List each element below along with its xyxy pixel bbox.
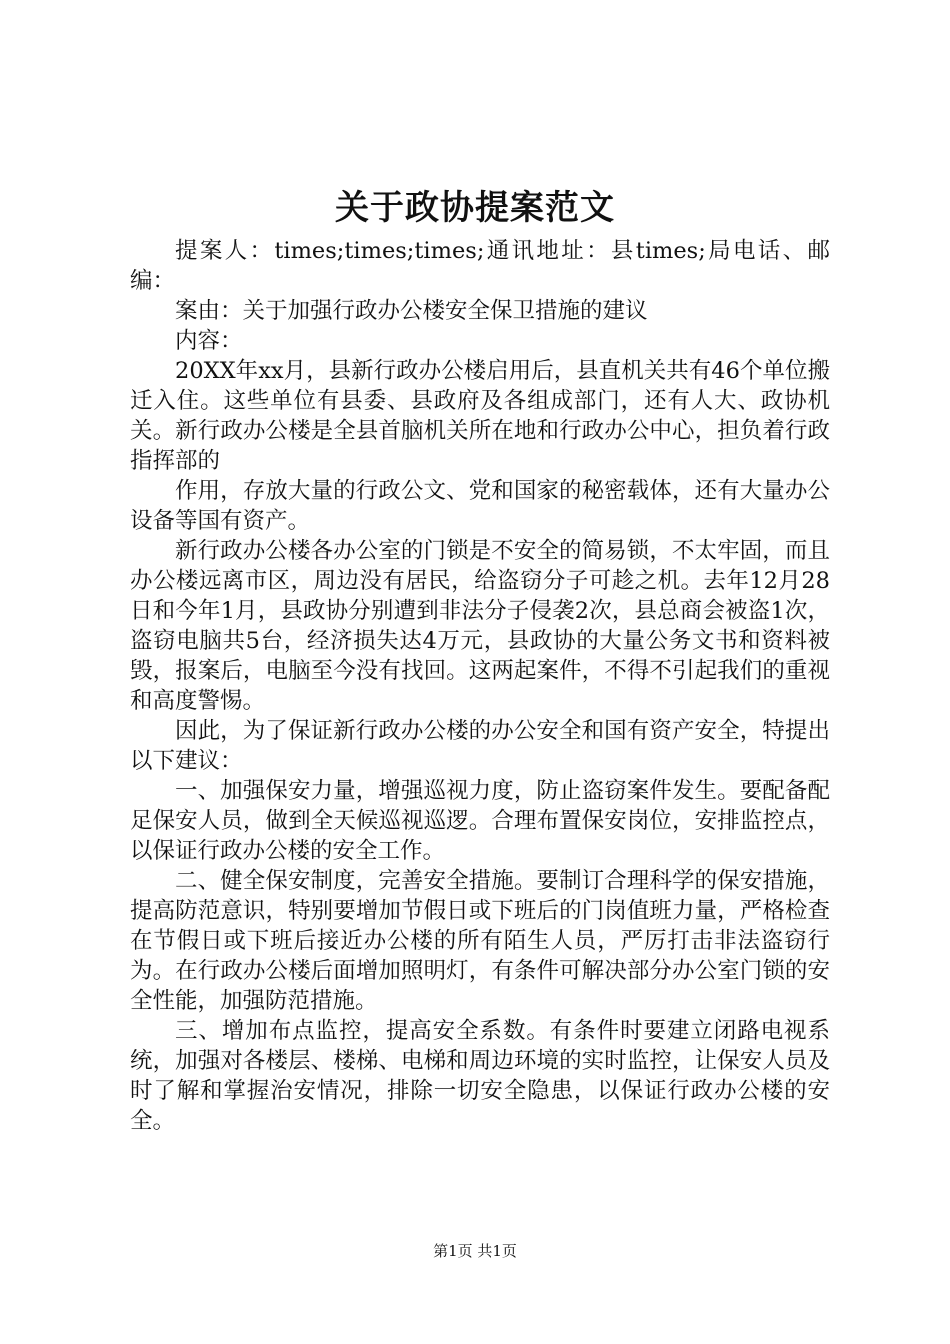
document-title: 关于政协提案范文 — [335, 188, 615, 228]
paragraph-recommendation-2: 二、健全保安制度，完善安全措施。要制订合理科学的保安措施，提高防范意识，特别要增加节假日或下班后的门岗值班力量，严格检查在节假日或下班后接近办公楼的所有陌生人员，严厉打击非法盗窃行为。在行政办公楼后面增加照明灯，有条件可解决部分办公室门锁的安全性能，加强防范措施。 — [130, 868, 830, 1014]
paragraph-proposer: 提案人：times;times;times;通讯地址：县times;局电话、邮编： — [130, 238, 830, 294]
paragraph-recommendation-3: 三、增加布点监控，提高安全系数。有条件时要建立闭路电视系统，加强对各楼层、楼梯、电梯和周边环境的实时监控，让保安人员及时了解和掌握治安情况，排除一切安全隐患，以保证行政办公楼的安全。 — [130, 1018, 830, 1134]
paragraph-content-label: 内容： — [175, 328, 243, 354]
paragraph-background: 20XX年xx月，县新行政办公楼启用后，县直机关共有46个单位搬迁入住。这些单位有县委、县政府及各组成部门，还有人大、政协机关。新行政办公楼是全县首脑机关所在地和行政办公中心，担负着行政指挥部的 — [130, 358, 830, 474]
page-number-footer: 第1页 共1页 — [433, 1242, 517, 1260]
paragraph-background-continued: 作用，存放大量的行政公文、党和国家的秘密载体，还有大量办公设备等国有资产。 — [130, 478, 830, 534]
document-body — [130, 236, 830, 1136]
paragraph-recommendation-1: 一、加强保安力量，增强巡视力度，防止盗窃案件发生。要配备配足保安人员，做到全天候巡视巡逻。合理布置保安岗位，安排监控点，以保证行政办公楼的安全工作。 — [130, 778, 830, 864]
paragraph-recommendations-intro: 因此，为了保证新行政办公楼的办公安全和国有资产安全，特提出以下建议： — [130, 718, 830, 774]
paragraph-subject: 案由：关于加强行政办公楼安全保卫措施的建议 — [175, 298, 648, 324]
paragraph-problem: 新行政办公楼各办公室的门锁是不安全的简易锁，不太牢固，而且办公楼远离市区，周边没有居民，给盗窃分子可趁之机。去年12月28日和今年1月，县政协分别遭到非法分子侵袭2次，县总商会被盗1次，盗窃电脑共5台，经济损失达4万元，县政协的大量公务文书和资料被毁，报案后，电脑至今没有找回。这两起案件，不得不引起我们的重视和高度警惕。 — [130, 538, 830, 714]
